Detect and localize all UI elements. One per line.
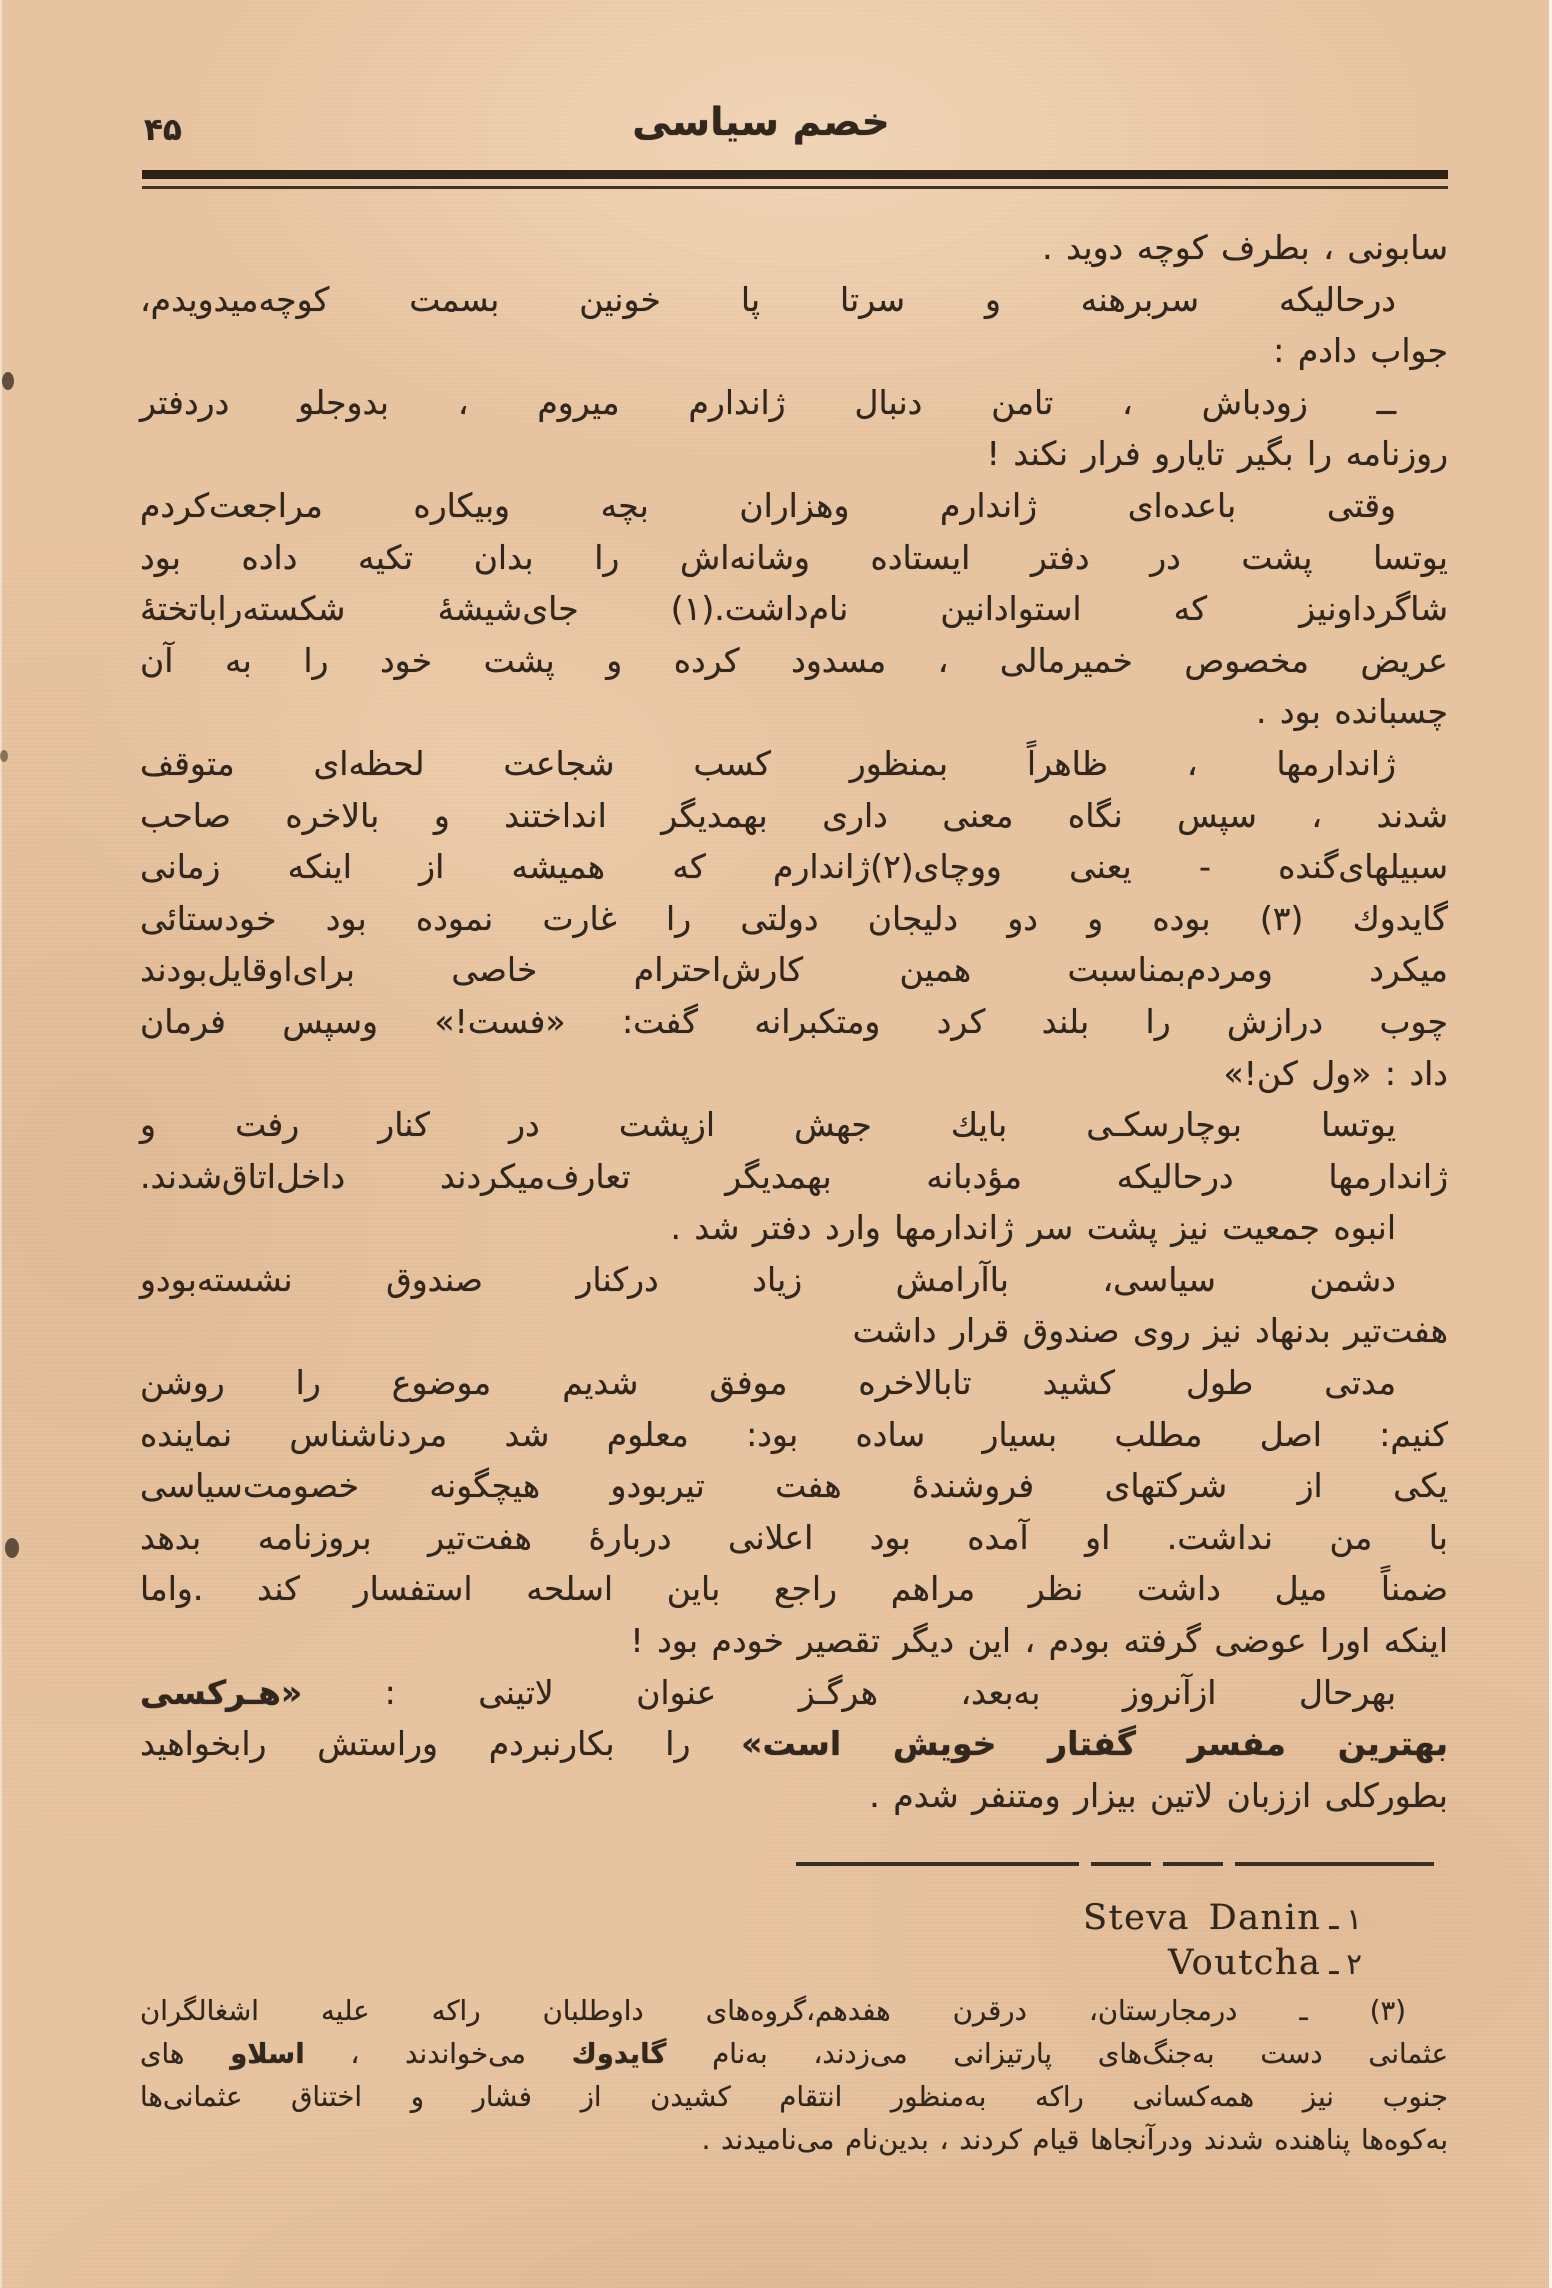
text-line (140, 1667, 1448, 1719)
text-segment: جنوب نیز همه‌کسانی راکه به‌منظور انتقام کشیدن از فشار و اختناق عثمانی‌ها (140, 2081, 1448, 2113)
text-line (140, 996, 1448, 1048)
text-segment: داد : «ول کن!» (1223, 1053, 1448, 1093)
text-segment: چوب درازش را بلند کرد ومتکبرانه گفت: «فست!» وسپس فرمان (140, 1001, 1448, 1041)
text-line (140, 1563, 1448, 1615)
text-segment: گایدوك (۳) بوده و دو دلیجان دولتی را غارت نموده بود خودستائی (140, 898, 1448, 938)
text-segment: یوتسا بوچارسکـی بایك جهش ازپشت در کنار رفت و (140, 1105, 1396, 1145)
header-rule-thick (142, 170, 1448, 179)
text-line (140, 1512, 1448, 1564)
separator-segment (1163, 1862, 1223, 1866)
text-segment: ضمناً میل داشت نظر مراهم راجع باین اسلحه استفسار کند .واما (140, 1569, 1448, 1609)
text-segment: ژاندارمها درحالیکه مؤدبانه بهمدیگر تعارف‌میکردند داخل‌اتاق‌شدند. (140, 1156, 1448, 1196)
text-line (140, 1990, 1448, 2033)
footnote-1-name: Steva Danin (1083, 1898, 1322, 1938)
text-line (140, 1357, 1448, 1409)
text-line (140, 1409, 1448, 1461)
footnotes-latin (140, 1896, 1362, 1986)
emphasized-text: «هـرکسی (140, 1672, 303, 1712)
text-segment: شاگرداونیز که استوادانین نام‌داشت.(۱) جای‌شیشهٔ شکسته‌راباتختهٔ (140, 589, 1448, 629)
separator-segment (1091, 1862, 1151, 1866)
body-text (140, 222, 1448, 1821)
text-segment: اینکه اورا عوضی گرفته بودم ، این دیگر تقصیر خودم بود ! (630, 1621, 1448, 1661)
text-segment: دشمن سیاسی، باآرامش زیاد درکنار صندوق نشسته‌بودو (140, 1259, 1396, 1299)
text-segment: عریض مخصوص خمیرمالی ، مسدود کرده و پشت خود را به آن (140, 640, 1448, 680)
text-segment: میکرد ومردم‌بمناسبت همین کارش‌احترام خاصی برای‌اوقایل‌بودند (140, 950, 1448, 990)
text-line (140, 1770, 1448, 1822)
text-line (140, 222, 1448, 274)
text-segment: به‌کوه‌ها پناهنده شدند ودرآنجاها قیام کردند ، بدین‌نام می‌نامیدند . (701, 2124, 1448, 2156)
text-segment: (۳) ـ درمجارستان، درقرن هفدهم،گروه‌های داوطلبان راکه علیه اشغالگران (140, 1995, 1406, 2027)
text-segment: بطورکلی اززبان لاتین بیزار ومتنفر شدم . (869, 1775, 1448, 1815)
page-number: ۴۵ (144, 112, 182, 148)
footnote-dash: ـ (1329, 1901, 1339, 1937)
separator-segment (1235, 1862, 1434, 1866)
header-rule-thin (142, 186, 1448, 189)
text-segment: یوتسا پشت در دفتر ایستاده وشانه‌اش را بدان تکیه داده بود (140, 537, 1448, 577)
page-title: خصم سیاسی (632, 100, 890, 145)
emphasized-text: بهترین مفسر گفتار خویش است» (741, 1724, 1448, 1764)
footnote-3-text (140, 1990, 1448, 2162)
text-line (140, 480, 1448, 532)
text-line (140, 2119, 1448, 2162)
text-segment: های (140, 2038, 231, 2070)
text-line (140, 1202, 1448, 1254)
text-segment: روزنامه را بگیر تایارو فرار نکند ! (986, 434, 1448, 474)
text-line (140, 583, 1448, 635)
footnote-2 (140, 1941, 1362, 1986)
emphasized-text: گایدوك (571, 2038, 667, 2070)
text-line (140, 274, 1448, 326)
text-segment: سبیلهای‌گنده - یعنی ووچای(۲)ژاندارم که همیشه از اینکه زمانی (140, 847, 1448, 887)
text-segment: بهرحال ازآنروز به‌بعد، هرگـز عنوان لاتینی : (302, 1672, 1396, 1712)
footnote-2-number: ۲ (1346, 1947, 1362, 1981)
text-line (140, 325, 1448, 377)
text-segment: ژاندارمها ، ظاهراً بمنظور کسب شجاعت لحظه‌ای متوقف (140, 743, 1396, 783)
footnote-separator (796, 1862, 1446, 1866)
text-segment: درحالیکه سربرهنه و سرتا پا خونین بسمت کوچه‌میدویدم، (140, 279, 1396, 319)
text-line (140, 1151, 1448, 1203)
text-segment: شدند ، سپس نگاه معنی داری بهمدیگر انداختند و بالاخره صاحب (140, 795, 1448, 835)
text-segment: کنیم: اصل مطلب بسیار ساده بود: معلوم شد مردناشناس نماینده (140, 1414, 1448, 1454)
text-line (140, 1099, 1448, 1151)
text-line (140, 790, 1448, 842)
text-line (140, 893, 1448, 945)
text-line (140, 1048, 1448, 1100)
footnote-1-number: ۱ (1346, 1902, 1362, 1936)
text-line (140, 1460, 1448, 1512)
paper-speck (0, 750, 8, 762)
text-line (140, 686, 1448, 738)
text-line (140, 738, 1448, 790)
footnote-2-name: Voutcha (1168, 1943, 1322, 1983)
text-line (140, 532, 1448, 584)
text-segment: را بکارنبردم وراستش رابخواهید (140, 1724, 742, 1764)
text-segment: با من نداشت. او آمده بود اعلانی دربارهٔ هفت‌تیر بروزنامه بدهد (140, 1517, 1448, 1557)
text-segment: یکی از شرکتهای فروشندهٔ هفت تیربودو هیچگونه خصومت‌سیاسی (140, 1466, 1448, 1506)
separator-segment (796, 1862, 1079, 1866)
text-line (140, 428, 1448, 480)
text-segment: چسبانده بود . (1255, 692, 1448, 732)
text-segment: ــ زودباش ، تامن دنبال ژاندارم میروم ، بدوجلو دردفتر (140, 382, 1396, 422)
text-segment: جواب دادم : (1273, 331, 1448, 371)
text-segment: هفت‌تیر بدنهاد نیز روی صندوق قرار داشت (852, 1311, 1448, 1351)
text-line (140, 635, 1448, 687)
text-segment: انبوه جمعیت نیز پشت سر ژاندارمها وارد دفتر شد . (670, 1208, 1396, 1248)
text-line (140, 2033, 1448, 2076)
text-line (140, 841, 1448, 893)
text-segment: مدتی طول کشید تابالاخره موفق شدیم موضوع را روشن (140, 1363, 1396, 1403)
text-line (140, 1254, 1448, 1306)
text-line (140, 944, 1448, 996)
text-segment: سابونی ، بطرف کوچه دوید . (1042, 228, 1448, 267)
footnote-1 (140, 1896, 1362, 1941)
emphasized-text: اسلاو (230, 2038, 305, 2070)
text-segment: عثمانی دست به‌جنگ‌های پارتیزانی می‌زدند، به‌نام (666, 2038, 1448, 2070)
paper-speck (2, 372, 14, 390)
text-line (140, 377, 1448, 429)
text-line (140, 1718, 1448, 1770)
paper-speck (5, 1538, 19, 1558)
footnote-dash: ـ (1329, 1946, 1339, 1982)
text-line (140, 1305, 1448, 1357)
text-segment: وقتی باعده‌ای ژاندارم وهزاران بچه وبیکاره مراجعت‌کردم (140, 485, 1396, 525)
text-segment: می‌خواندند ، (304, 2038, 572, 2070)
text-line (140, 1615, 1448, 1667)
text-line (140, 2076, 1448, 2119)
